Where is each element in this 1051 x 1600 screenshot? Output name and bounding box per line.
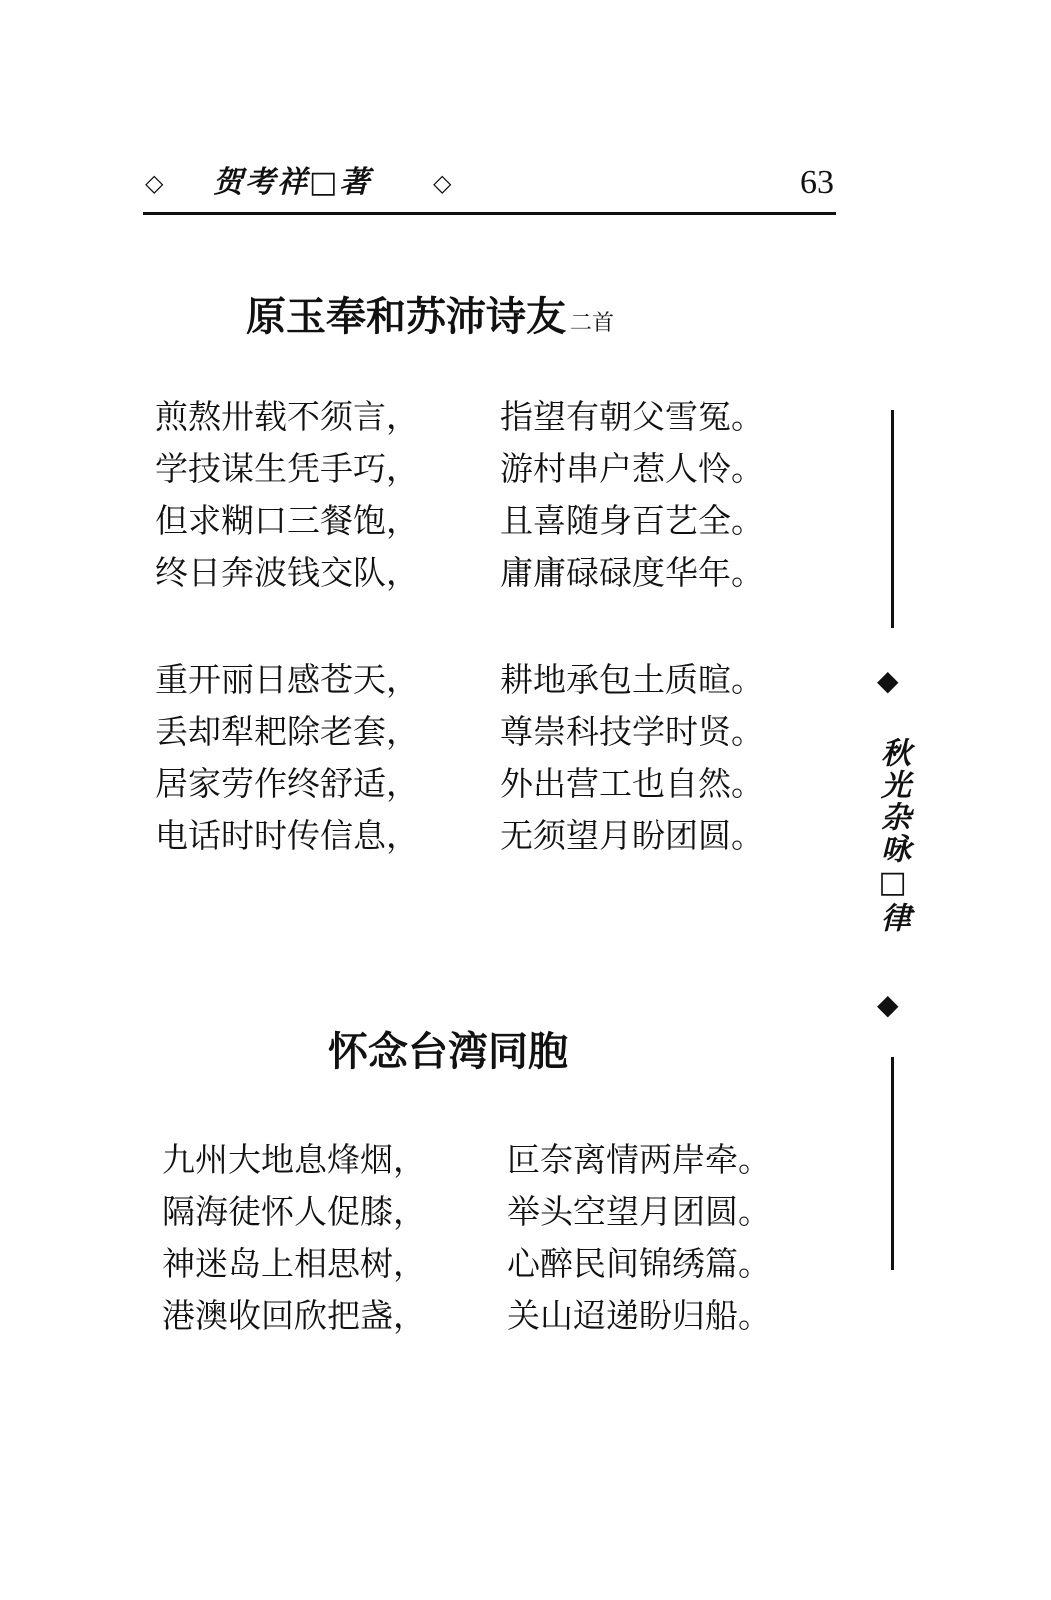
verse-second-half: 举头空望月团圆。 xyxy=(507,1192,771,1231)
verse-first-half: 学技谋生凭手巧， xyxy=(155,449,419,488)
poem-title-note: 二首 xyxy=(570,311,615,336)
running-header xyxy=(143,160,836,215)
verse-first-half: 煎熬卅载不须言， xyxy=(155,397,419,436)
verse-second-half: 尊崇科技学时贤。 xyxy=(500,712,764,751)
verse-first-half: 重开丽日感苍天， xyxy=(155,660,419,699)
verse-first-half: 港澳收回欣把盏， xyxy=(162,1296,426,1335)
verse-line xyxy=(162,1134,802,1186)
verse-first-half: 神迷岛上相思树， xyxy=(162,1244,426,1283)
verse-first-half: 丢却犁耙除老套， xyxy=(155,712,419,751)
page-number: 63 xyxy=(800,164,834,201)
poem-title-1 xyxy=(246,292,614,349)
side-diamond-upper: ◆ xyxy=(877,664,899,697)
verse-first-half: 隔海徒怀人促膝， xyxy=(162,1192,426,1231)
verse-second-half: 心醉民间锦绣篇。 xyxy=(507,1244,771,1283)
verse-line xyxy=(155,495,795,547)
header-diamond-right: ◇ xyxy=(433,169,452,197)
side-rule-top xyxy=(891,410,894,628)
verse-first-half: 但求糊口三餐饱， xyxy=(155,501,419,540)
section-title-vertical: 秋光杂咏□律 xyxy=(875,737,910,934)
side-diamond-lower: ◆ xyxy=(877,988,899,1021)
verse-line xyxy=(162,1238,802,1290)
poem-title-text: 怀念台湾同胞 xyxy=(328,1029,568,1075)
verse-line xyxy=(155,391,795,443)
verse-line xyxy=(155,443,795,495)
verse-first-half: 九州大地息烽烟， xyxy=(162,1140,426,1179)
verse-second-half: 庸庸碌碌度华年。 xyxy=(500,553,764,592)
verse-second-half: 外出营工也自然。 xyxy=(500,764,764,803)
verse-second-half: 无须望月盼团圆。 xyxy=(500,816,764,855)
stanza-3 xyxy=(162,1134,802,1342)
stanza-2 xyxy=(155,654,795,862)
verse-first-half: 居家劳作终舒适， xyxy=(155,764,419,803)
verse-line xyxy=(155,810,795,862)
verse-second-half: 指望有朝父雪冤。 xyxy=(500,397,764,436)
stanza-1 xyxy=(155,391,795,599)
verse-second-half: 耕地承包土质暄。 xyxy=(500,660,764,699)
verse-line xyxy=(162,1290,802,1342)
poem-title-text: 原玉奉和苏沛诗友 xyxy=(246,294,566,340)
verse-line xyxy=(155,706,795,758)
verse-second-half: 且喜随身百艺全。 xyxy=(500,501,764,540)
verse-second-half: 关山迢递盼归船。 xyxy=(507,1296,771,1335)
verse-line xyxy=(155,654,795,706)
header-diamond-left: ◇ xyxy=(145,169,164,197)
verse-first-half: 终日奔波钱交队， xyxy=(155,553,419,592)
verse-second-half: 叵奈离情两岸牵。 xyxy=(507,1140,771,1179)
verse-line xyxy=(162,1186,802,1238)
verse-second-half: 游村串户惹人怜。 xyxy=(500,449,764,488)
header-author: 贺考祥□著 xyxy=(213,165,372,200)
verse-line xyxy=(155,758,795,810)
side-rule-bottom xyxy=(891,1057,894,1270)
poem-title-2 xyxy=(328,1027,568,1077)
verse-line xyxy=(155,547,795,599)
verse-first-half: 电话时时传信息， xyxy=(155,816,419,855)
